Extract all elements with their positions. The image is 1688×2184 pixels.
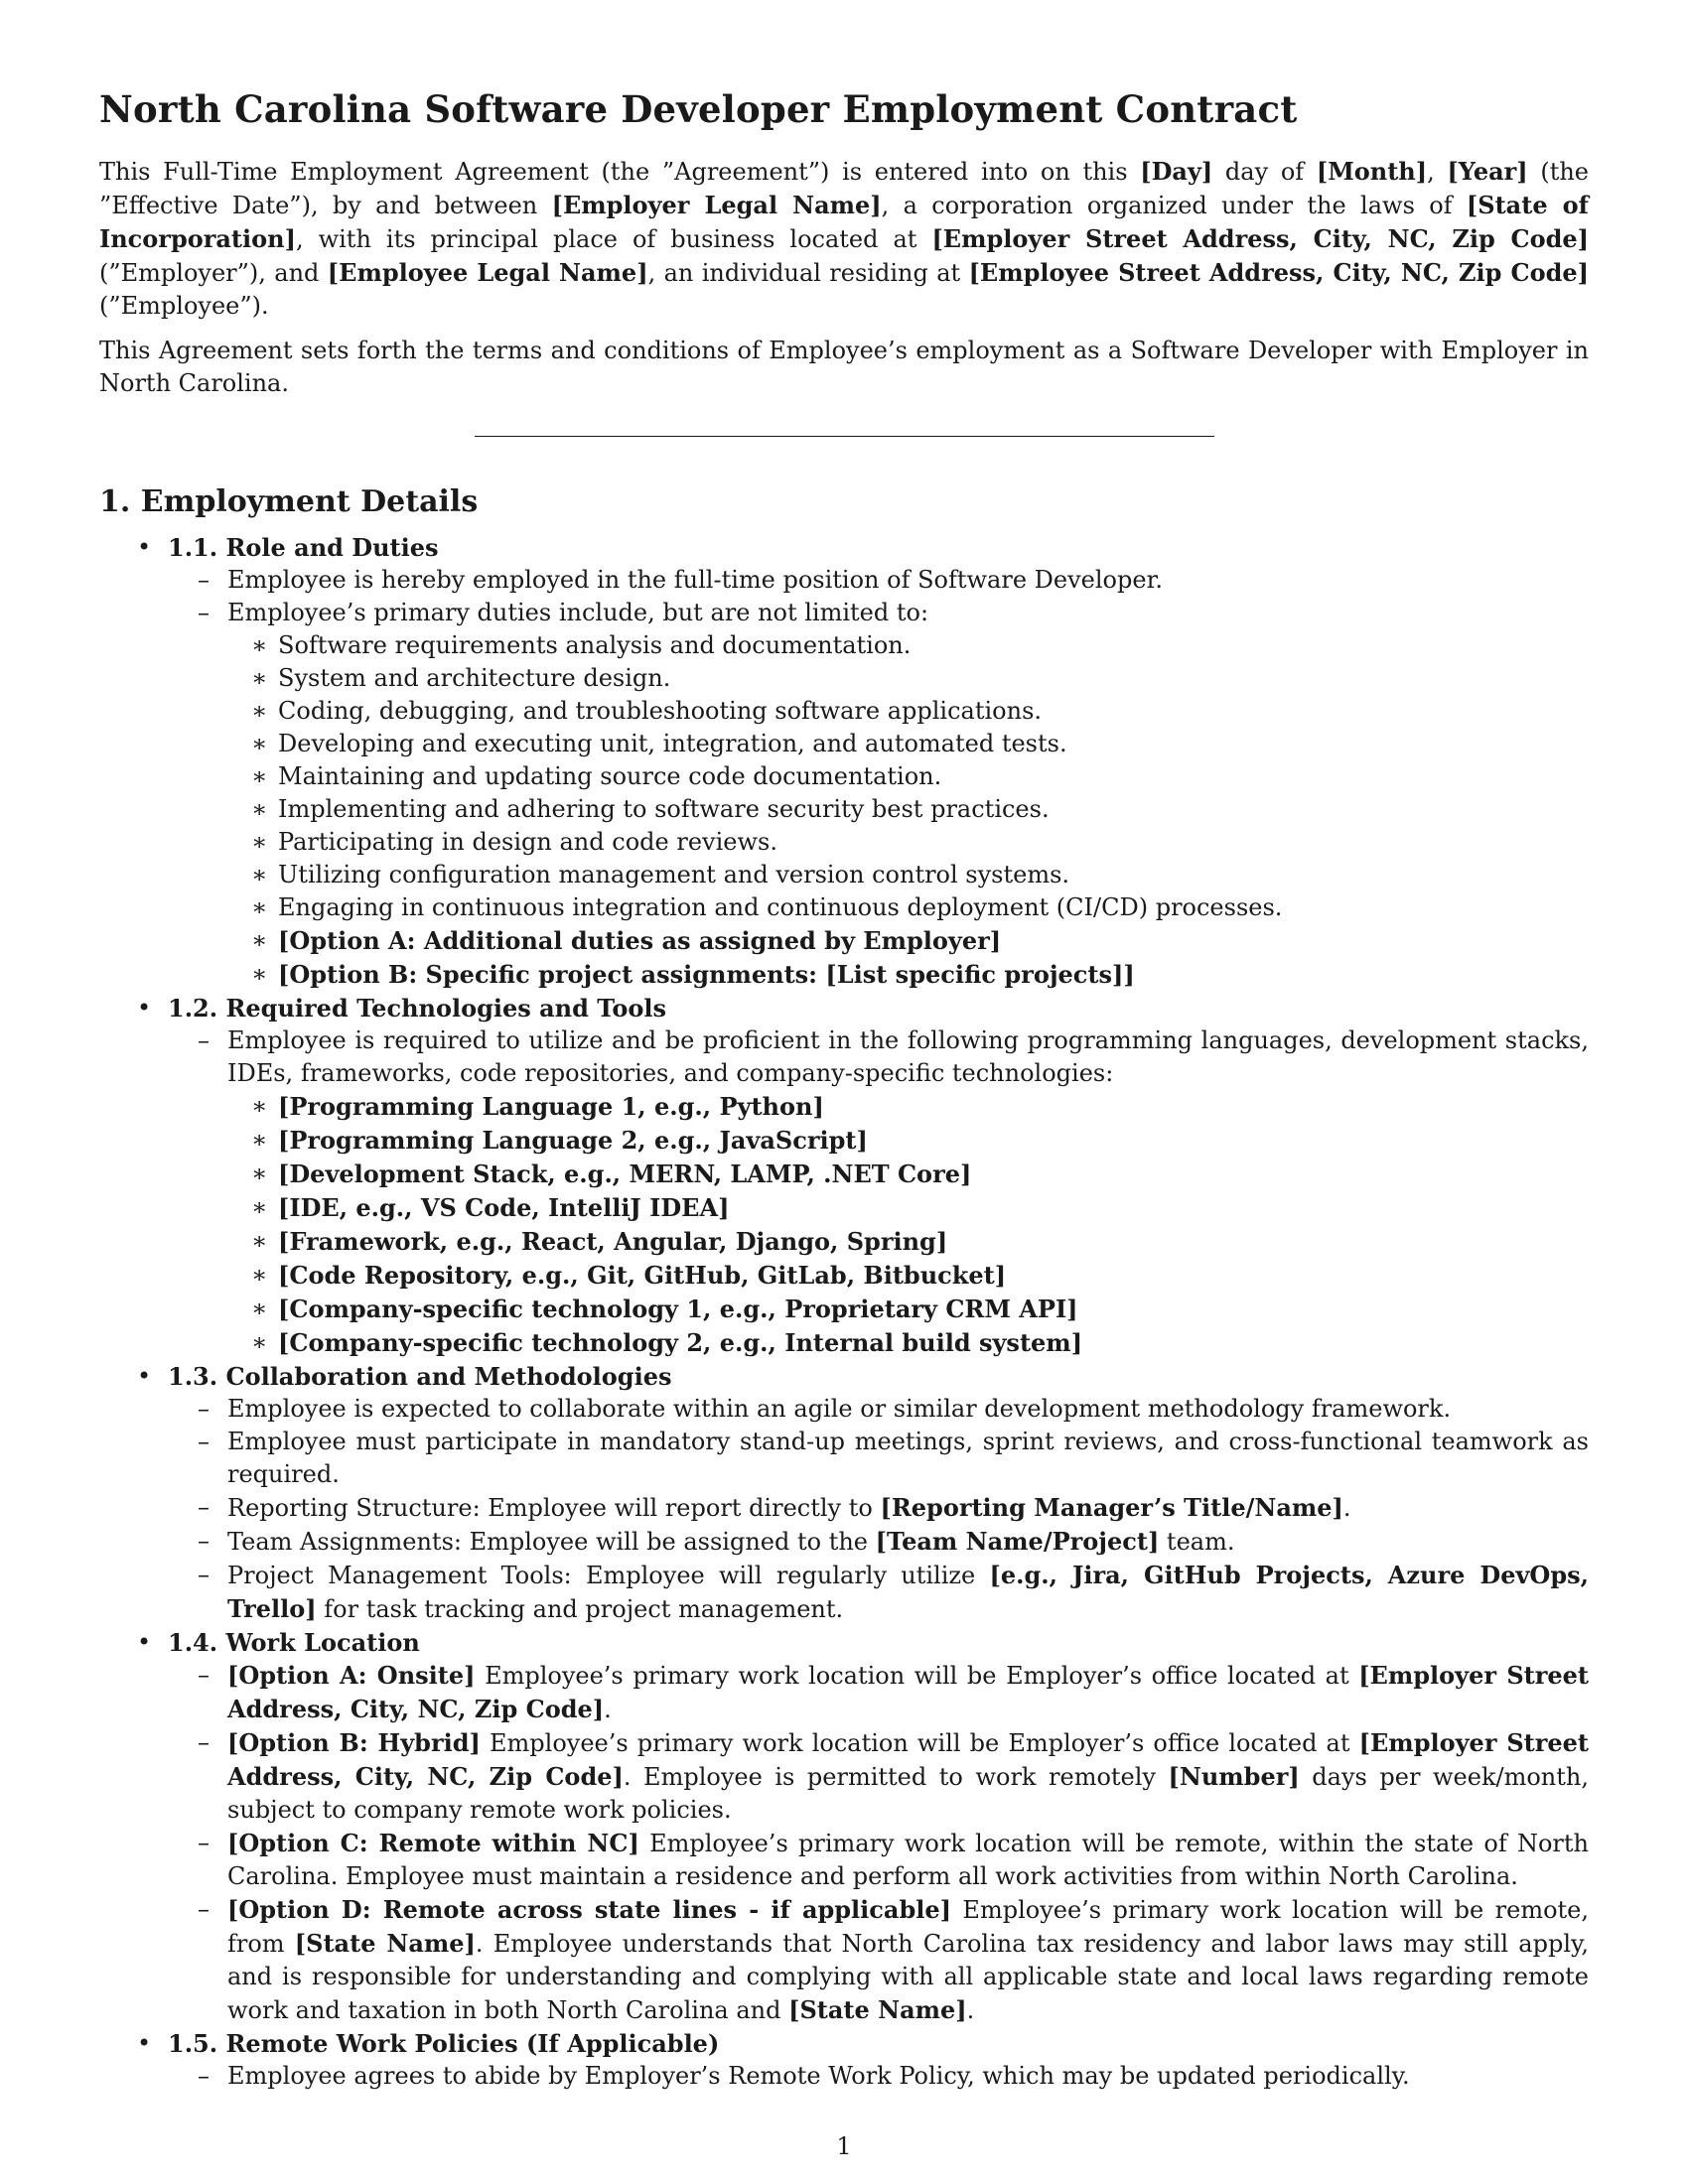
nested-list-item <box>227 859 1589 891</box>
nested-list-item <box>227 793 1589 826</box>
text-run: Developing and executing unit, integration, and automated tests. <box>278 730 1067 757</box>
subsection-items <box>168 564 1589 992</box>
subsection-item <box>99 531 1589 992</box>
list-item-text <box>227 1662 1589 1723</box>
subsection-items <box>168 1393 1589 1626</box>
text-run: Team Assignments: Employee will be assigned to the <box>227 1528 876 1556</box>
asterisk-marker: ∗ <box>251 1092 268 1120</box>
text-run: Employee must participate in mandatory stand-up meetings, sprint reviews, and cross-functional teamwork as required. <box>227 1428 1589 1488</box>
text-run: day of <box>1212 158 1317 186</box>
list-item-text <box>227 1562 1589 1623</box>
placeholder-field: [Option B: Specific project assignments: [List specific projects]] <box>278 960 1135 989</box>
list-item-text <box>227 1494 1351 1522</box>
text-run: Employee is required to utilize and be proficient in the following programming languages, development stacks, IDEs, frameworks, code repositories, and company-specific technologies: <box>227 1026 1589 1087</box>
nested-list-item <box>227 728 1589 760</box>
nested-item-text <box>278 861 1069 888</box>
text-run: Employee is expected to collaborate within an agile or similar development methodology framework. <box>227 1395 1452 1423</box>
placeholder-field: [Code Repository, e.g., Git, GitHub, GitLab, Bitbucket] <box>278 1261 1007 1290</box>
text-run: , an individual residing at <box>647 259 969 287</box>
list-item-text <box>227 1528 1234 1556</box>
nested-item-text <box>278 795 1050 823</box>
list-item-text <box>227 566 1163 594</box>
asterisk-marker: ∗ <box>251 795 268 823</box>
placeholder-field: [Option A: Additional duties as assigned by Employer] <box>278 926 1002 955</box>
list-item <box>168 564 1589 597</box>
text-run: Employee’s primary duties include, but are not limited to: <box>227 599 929 626</box>
subsection-item <box>99 992 1589 1360</box>
asterisk-marker: ∗ <box>251 631 268 659</box>
nested-list-item <box>227 924 1589 958</box>
list-item <box>168 1659 1589 1726</box>
placeholder-field: [Development Stack, e.g., MERN, LAMP, .NET Core] <box>278 1160 972 1188</box>
text-run: Employee’s primary work location will be Employer’s office located at <box>475 1662 1359 1690</box>
asterisk-marker: ∗ <box>251 762 268 790</box>
nested-list-item <box>227 629 1589 662</box>
nested-item-text <box>278 1160 971 1188</box>
placeholder-field: [Reporting Manager’s Title/Name] <box>880 1493 1343 1522</box>
subsection-item <box>99 1626 1589 2027</box>
nested-list-item <box>227 891 1589 924</box>
dash-marker: – <box>198 1661 210 1689</box>
text-run: Coding, debugging, and troubleshooting software applications. <box>278 697 1043 725</box>
asterisk-marker: ∗ <box>251 1261 268 1289</box>
dash-marker: – <box>198 599 210 626</box>
list-item <box>168 1726 1589 1827</box>
text-run: , with its principal place of business located at <box>295 225 932 253</box>
asterisk-marker: ∗ <box>251 926 268 954</box>
asterisk-marker: ∗ <box>251 893 268 921</box>
asterisk-marker: ∗ <box>251 730 268 757</box>
list-item-text <box>227 2062 1410 2090</box>
subsection-items <box>168 2060 1589 2093</box>
asterisk-marker: ∗ <box>251 1227 268 1255</box>
nested-list-item <box>227 760 1589 793</box>
nested-items <box>227 629 1589 992</box>
text-run: Engaging in continuous integration and continuous deployment (CI/CD) processes. <box>278 893 1283 921</box>
list-item-text <box>227 1395 1451 1423</box>
nested-item-text <box>278 730 1067 757</box>
asterisk-marker: ∗ <box>251 1193 268 1221</box>
placeholder-field: [Option B: Hybrid] <box>227 1728 481 1757</box>
placeholder-field: [Company-specific technology 2, e.g., Internal build system] <box>278 1328 1083 1357</box>
placeholder-field: [Year] <box>1447 157 1528 186</box>
dash-marker: – <box>198 2062 210 2090</box>
nested-list-item <box>227 1090 1589 1124</box>
subsection-heading: 1.2. Required Technologies and Tools <box>168 994 667 1023</box>
placeholder-field: [e.g., Jira, GitHub Projects, Azure DevOps, Trello] <box>227 1561 1589 1623</box>
list-item <box>168 1426 1589 1491</box>
bullet-marker: • <box>137 1362 152 1390</box>
list-item-text <box>227 1830 1589 1890</box>
asterisk-marker: ∗ <box>251 664 268 692</box>
list-item <box>168 1559 1589 1626</box>
list-item-text <box>227 1026 1589 1087</box>
placeholder-field: [State Name] <box>294 1929 476 1958</box>
nested-item-text <box>278 893 1282 921</box>
page-number: 1 <box>836 2132 852 2160</box>
dash-marker: – <box>198 1728 210 1756</box>
text-run: days per week/month, subject to company remote work policies. <box>227 1763 1589 1824</box>
list-item <box>168 1525 1589 1559</box>
text-run: (”Employer”), and <box>99 259 328 287</box>
nested-list-item <box>227 1293 1589 1326</box>
nested-list-item <box>227 1158 1589 1191</box>
placeholder-field: [Option D: Remote across state lines - if applicable] <box>227 1895 951 1924</box>
document-page <box>99 87 1589 2093</box>
asterisk-marker: ∗ <box>251 1160 268 1187</box>
placeholder-field: [Programming Language 1, e.g., Python] <box>278 1092 824 1121</box>
dash-marker: – <box>198 1829 210 1856</box>
nested-item-text <box>278 927 1001 955</box>
list-item <box>168 1024 1589 1360</box>
document-title: North Carolina Software Developer Employment Contract <box>99 87 1298 131</box>
nested-list-item <box>227 1124 1589 1158</box>
nested-list-item <box>227 1259 1589 1293</box>
placeholder-field: [Option C: Remote within NC] <box>227 1829 639 1857</box>
bullet-marker: • <box>137 533 152 561</box>
placeholder-field: [IDE, e.g., VS Code, IntelliJ IDEA] <box>278 1193 730 1222</box>
asterisk-marker: ∗ <box>251 1295 268 1322</box>
nested-list-item <box>227 958 1589 992</box>
placeholder-field: [Framework, e.g., React, Angular, Django, Spring] <box>278 1227 948 1256</box>
nested-list-item <box>227 1225 1589 1259</box>
nested-item-text <box>278 664 670 692</box>
list-item-text <box>227 1729 1589 1824</box>
placeholder-field: [Employer Street Address, City, NC, Zip Code] <box>227 1661 1590 1723</box>
text-run: . Employee is permitted to work remotely <box>623 1763 1169 1791</box>
nested-item-text <box>278 762 941 790</box>
nested-list-item <box>227 1191 1589 1225</box>
placeholder-field: [Employee Street Address, City, NC, Zip Code] <box>968 258 1590 287</box>
nested-item-text <box>278 1228 947 1256</box>
placeholder-field: [Number] <box>1168 1762 1300 1791</box>
subsection-item <box>99 2027 1589 2093</box>
text-run: . Employee understands that North Carolina tax residency and labor laws may still apply, and is responsible for understanding and complying with all applicable state and local laws regarding remote work and taxation in both North Carolina and <box>227 1930 1589 2024</box>
text-run: Project Management Tools: Employee will regularly utilize <box>227 1562 990 1589</box>
nested-list-item <box>227 695 1589 728</box>
nested-item-text <box>278 1262 1006 1290</box>
list-item <box>168 1827 1589 1893</box>
placeholder-field: [Programming Language 2, e.g., JavaScript] <box>278 1126 868 1155</box>
list-item-text <box>227 1896 1589 2024</box>
text-run: System and architecture design. <box>278 664 671 692</box>
placeholder-field: [Team Name/Project] <box>875 1527 1160 1556</box>
asterisk-marker: ∗ <box>251 960 268 988</box>
text-run: Utilizing configuration management and version control systems. <box>278 861 1070 888</box>
placeholder-field: [Day] <box>1140 157 1213 186</box>
text-run: Maintaining and updating source code documentation. <box>278 762 942 790</box>
text-run: , a corporation organized under the laws of <box>881 192 1467 219</box>
placeholder-field: [State Name] <box>788 1995 967 2024</box>
asterisk-marker: ∗ <box>251 861 268 888</box>
intro-paragraph-2: This Agreement sets forth the terms and conditions of Employee’s employment as a Software Developer with Employer in North Carolina. <box>99 337 1589 397</box>
text-run: Software requirements analysis and documentation. <box>278 631 912 659</box>
list-item <box>168 2060 1589 2093</box>
list-item <box>168 597 1589 992</box>
placeholder-field: [Employer Legal Name] <box>551 191 882 219</box>
intro-paragraph-1 <box>99 155 1589 323</box>
subsection-heading: 1.5. Remote Work Policies (If Applicable) <box>168 2029 720 2058</box>
text-run: (the ”Effective Date”), by and between <box>99 158 1590 219</box>
dash-marker: – <box>198 1493 210 1521</box>
nested-item-text <box>278 1194 729 1222</box>
bullet-marker: • <box>137 994 152 1022</box>
text-run: Reporting Structure: Employee will report directly to <box>227 1494 881 1522</box>
list-item <box>168 1393 1589 1426</box>
dash-marker: – <box>198 566 210 594</box>
nested-list-item <box>227 662 1589 695</box>
nested-item-text <box>278 1296 1078 1323</box>
list-item-text <box>227 1428 1589 1488</box>
nested-item-text <box>278 961 1135 989</box>
text-run: . <box>966 1996 975 2024</box>
placeholder-field: [Option A: Onsite] <box>227 1661 476 1690</box>
bullet-marker: • <box>137 2029 152 2057</box>
dash-marker: – <box>198 1026 210 1054</box>
subsection-heading: 1.3. Collaboration and Methodologies <box>168 1362 672 1391</box>
asterisk-marker: ∗ <box>251 1126 268 1154</box>
text-run: This Full-Time Employment Agreement (the ”Agreement”) is entered into on this <box>99 158 1141 186</box>
placeholder-field: [State of Incorporation] <box>99 191 1589 253</box>
list-item-text <box>227 599 928 626</box>
dash-marker: – <box>198 1895 210 1923</box>
text-run: , <box>1427 158 1448 186</box>
text-run: Employee’s primary work location will be remote, from <box>227 1896 1590 1958</box>
text-run: Participating in design and code reviews. <box>278 828 777 856</box>
text-run: Implementing and adhering to software security best practices. <box>278 795 1050 823</box>
nested-list-item <box>227 1326 1589 1360</box>
text-run: . <box>604 1696 612 1723</box>
nested-item-text <box>278 631 911 659</box>
text-run: Employee’s primary work location will be Employer’s office located at <box>480 1729 1359 1757</box>
placeholder-field: [Employer Street Address, City, NC, Zip Code] <box>931 224 1589 253</box>
list-item <box>168 1491 1589 1525</box>
nested-item-text <box>278 1329 1082 1357</box>
subsection-items <box>168 1659 1589 2027</box>
asterisk-marker: ∗ <box>251 828 268 856</box>
section-list <box>99 531 1589 2093</box>
placeholder-field: [Employee Legal Name] <box>327 258 648 287</box>
subsection-items <box>168 1024 1589 1360</box>
placeholder-field: [Employer Street Address, City, NC, Zip Code] <box>227 1728 1590 1791</box>
nested-item-text <box>278 1093 824 1121</box>
nested-item-text <box>278 697 1042 725</box>
horizontal-rule <box>475 436 1214 437</box>
text-run: for task tracking and project management. <box>316 1595 844 1623</box>
subsection-heading: 1.4. Work Location <box>168 1628 420 1657</box>
dash-marker: – <box>198 1395 210 1423</box>
text-run: Employee’s primary work location will be remote, within the state of North Carolina. Employee must maintain a residence and perform all work activities from within North Carolina. <box>227 1830 1589 1890</box>
placeholder-field: [Month] <box>1316 157 1428 186</box>
text-run: Employee agrees to abide by Employer’s Remote Work Policy, which may be updated periodically. <box>227 2062 1410 2090</box>
placeholder-field: [Company-specific technology 1, e.g., Proprietary CRM API] <box>278 1295 1078 1323</box>
bullet-marker: • <box>137 1628 152 1656</box>
nested-items <box>227 1090 1589 1360</box>
text-run: Employee is hereby employed in the full-time position of Software Developer. <box>227 566 1164 594</box>
subsection-heading: 1.1. Role and Duties <box>168 533 439 562</box>
asterisk-marker: ∗ <box>251 1328 268 1356</box>
dash-marker: – <box>198 1428 210 1455</box>
nested-item-text <box>278 828 777 856</box>
nested-list-item <box>227 826 1589 859</box>
list-item <box>168 1893 1589 2027</box>
dash-marker: – <box>198 1527 210 1555</box>
dash-marker: – <box>198 1561 210 1588</box>
text-run: (”Employee”). <box>99 292 269 320</box>
text-run: team. <box>1159 1528 1235 1556</box>
text-run: . <box>1342 1494 1351 1522</box>
section-heading: 1. Employment Details <box>99 484 479 519</box>
subsection-item <box>99 1360 1589 1626</box>
asterisk-marker: ∗ <box>251 697 268 725</box>
nested-item-text <box>278 1127 868 1155</box>
